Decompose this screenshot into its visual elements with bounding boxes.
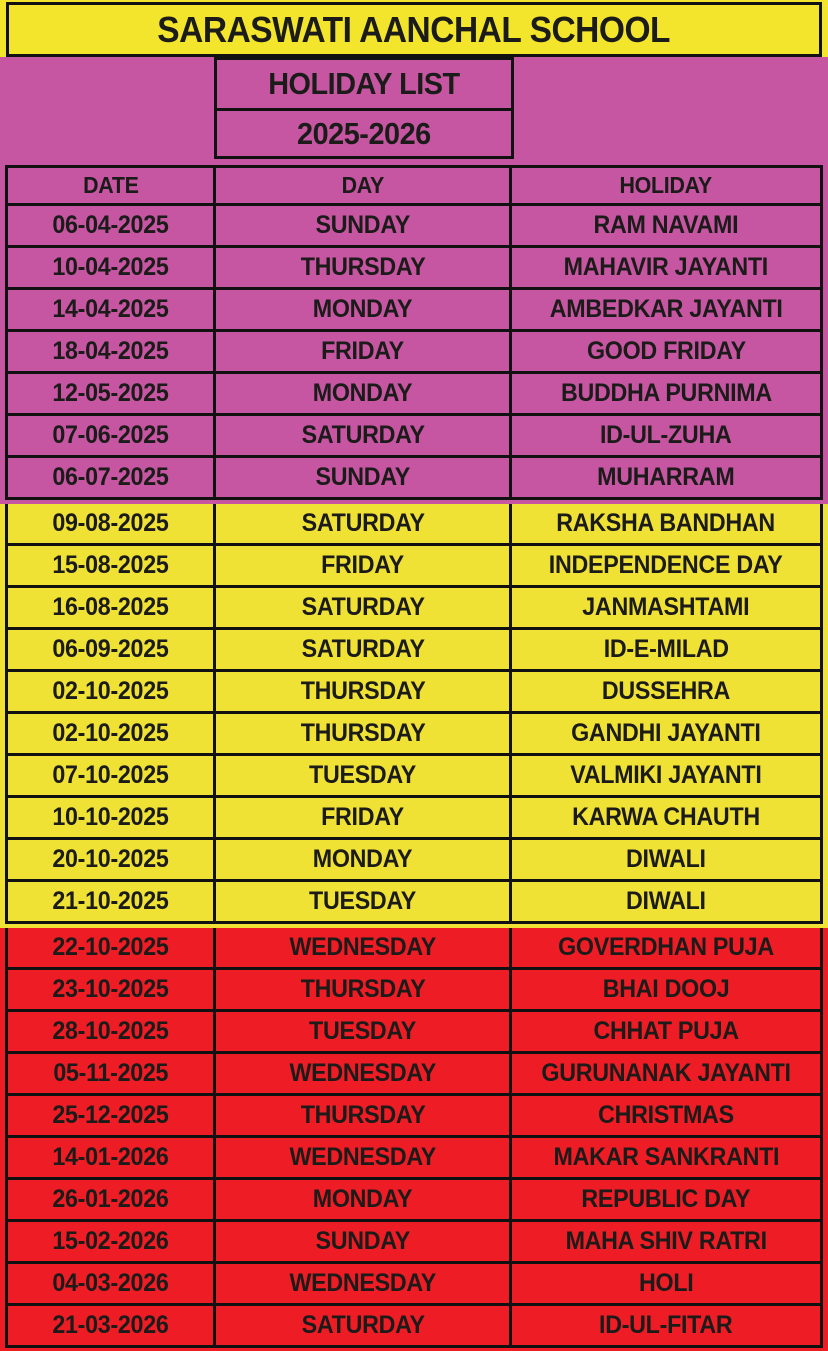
school-banner	[0, 0, 828, 57]
day-cell-text: SATURDAY	[301, 509, 425, 537]
day-cell	[216, 332, 512, 371]
date-cell	[8, 290, 216, 329]
date-cell-text: 15-02-2026	[52, 1227, 169, 1255]
holiday-cell	[512, 374, 823, 413]
date-cell	[8, 928, 216, 967]
date-cell-text: 18-04-2025	[52, 337, 169, 365]
date-cell	[8, 1306, 216, 1345]
holiday-cell	[512, 1138, 823, 1177]
holiday-cell	[512, 1096, 823, 1135]
table-row	[5, 1306, 823, 1348]
day-cell	[216, 928, 512, 967]
holiday-cell	[512, 1012, 823, 1051]
table-row	[5, 840, 823, 882]
day-cell-text: WEDNESDAY	[289, 1059, 436, 1087]
day-cell-text: THURSDAY	[300, 1101, 426, 1129]
date-column-header	[8, 168, 216, 203]
table-row	[5, 1012, 823, 1054]
day-cell	[216, 882, 512, 921]
table-row	[5, 458, 823, 500]
holiday-list-title: HOLIDAY LIST	[268, 66, 460, 101]
table-row	[5, 248, 823, 290]
date-cell-text: 12-05-2025	[52, 379, 169, 407]
holiday-cell-text: GOOD FRIDAY	[586, 337, 746, 365]
day-cell-text: MONDAY	[312, 845, 413, 873]
day-cell	[216, 416, 512, 455]
table-row	[5, 1264, 823, 1306]
holiday-cell-text: DIWALI	[626, 845, 706, 873]
date-cell-text: 06-07-2025	[52, 463, 169, 491]
date-cell-text: 14-04-2025	[52, 295, 169, 323]
day-cell	[216, 546, 512, 585]
rows-yellow	[5, 504, 823, 924]
holiday-cell	[512, 882, 823, 921]
day-header-label: DAY	[341, 172, 384, 198]
holiday-cell	[512, 248, 823, 287]
date-cell	[8, 798, 216, 837]
holiday-cell-text: ID-UL-FITAR	[599, 1311, 733, 1339]
date-cell	[8, 374, 216, 413]
table-row	[5, 546, 823, 588]
day-cell	[216, 1138, 512, 1177]
table-row	[5, 970, 823, 1012]
holiday-cell-text: BHAI DOOJ	[602, 975, 730, 1003]
date-cell-text: 15-08-2025	[52, 551, 169, 579]
school-name: SARASWATI AANCHAL SCHOOL	[157, 8, 671, 50]
day-cell	[216, 714, 512, 753]
date-cell-text: 26-01-2026	[52, 1185, 169, 1213]
day-cell	[216, 756, 512, 795]
day-cell	[216, 1180, 512, 1219]
date-cell-text: 25-12-2025	[52, 1101, 169, 1129]
section-red	[0, 928, 828, 1351]
day-cell	[216, 672, 512, 711]
holiday-cell	[512, 840, 823, 879]
title-area	[5, 57, 823, 165]
holiday-cell-text: ID-UL-ZUHA	[600, 421, 732, 449]
date-cell	[8, 504, 216, 543]
holiday-cell	[512, 588, 823, 627]
holiday-cell	[512, 416, 823, 455]
date-cell-text: 02-10-2025	[52, 677, 169, 705]
day-cell	[216, 1096, 512, 1135]
day-cell	[216, 1264, 512, 1303]
holiday-cell-text: RAKSHA BANDHAN	[556, 509, 776, 537]
holiday-cell-text: GOVERDHAN PUJA	[558, 933, 774, 961]
day-cell	[216, 458, 512, 497]
day-cell-text: SUNDAY	[315, 463, 410, 491]
holiday-cell	[512, 714, 823, 753]
day-cell-text: SATURDAY	[301, 1311, 425, 1339]
day-cell-text: FRIDAY	[321, 551, 405, 579]
day-cell	[216, 1012, 512, 1051]
title-stack	[214, 57, 514, 159]
day-cell-text: THURSDAY	[300, 253, 426, 281]
rows-red	[5, 928, 823, 1348]
date-cell-text: 28-10-2025	[52, 1017, 169, 1045]
day-cell-text: WEDNESDAY	[289, 1143, 436, 1171]
date-cell-text: 04-03-2026	[52, 1269, 169, 1297]
day-cell-text: SATURDAY	[301, 421, 425, 449]
date-cell-text: 10-10-2025	[52, 803, 169, 831]
date-cell-text: 20-10-2025	[52, 845, 169, 873]
date-cell	[8, 206, 216, 245]
day-cell-text: TUESDAY	[309, 761, 417, 789]
holiday-cell-text: GURUNANAK JAYANTI	[541, 1059, 791, 1087]
day-cell-text: TUESDAY	[309, 1017, 417, 1045]
table-row	[5, 374, 823, 416]
school-name-box	[6, 2, 822, 57]
day-cell	[216, 290, 512, 329]
table-row	[5, 714, 823, 756]
day-cell	[216, 630, 512, 669]
date-cell-text: 22-10-2025	[52, 933, 169, 961]
date-cell-text: 07-10-2025	[52, 761, 169, 789]
holiday-cell	[512, 630, 823, 669]
holiday-cell-text: RAM NAVAMI	[593, 211, 739, 239]
day-column-header	[216, 168, 512, 203]
day-cell-text: FRIDAY	[321, 803, 405, 831]
day-cell-text: MONDAY	[312, 1185, 413, 1213]
date-cell	[8, 546, 216, 585]
date-cell	[8, 672, 216, 711]
holiday-cell-text: MUHARRAM	[597, 463, 735, 491]
table-row	[5, 1180, 823, 1222]
date-cell-text: 05-11-2025	[53, 1059, 169, 1087]
holiday-cell	[512, 798, 823, 837]
date-cell-text: 14-01-2026	[52, 1143, 169, 1171]
date-cell	[8, 416, 216, 455]
holiday-header-label: HOLIDAY	[619, 172, 713, 198]
table-row	[5, 504, 823, 546]
holiday-cell	[512, 458, 823, 497]
holiday-cell-text: DIWALI	[626, 887, 706, 915]
table-row	[5, 1054, 823, 1096]
day-cell	[216, 588, 512, 627]
table-row	[5, 672, 823, 714]
holiday-cell-text: CHHAT PUJA	[593, 1017, 739, 1045]
date-cell-text: 09-08-2025	[52, 509, 169, 537]
date-cell-text: 21-03-2026	[52, 1311, 169, 1339]
holiday-cell-text: VALMIKI JAYANTI	[570, 761, 762, 789]
day-cell-text: SATURDAY	[301, 635, 425, 663]
date-cell-text: 21-10-2025	[52, 887, 169, 915]
holiday-column-header	[512, 168, 823, 203]
day-cell-text: THURSDAY	[300, 975, 426, 1003]
rows-purple	[5, 206, 823, 500]
day-cell	[216, 1054, 512, 1093]
holiday-cell-text: INDEPENDENCE DAY	[549, 551, 783, 579]
holiday-cell-text: ID-E-MILAD	[603, 635, 729, 663]
day-cell	[216, 970, 512, 1009]
holiday-cell-text: MAHA SHIV RATRI	[565, 1227, 767, 1255]
day-cell-text: MONDAY	[312, 295, 413, 323]
holiday-cell	[512, 290, 823, 329]
holiday-cell-text: DUSSEHRA	[601, 677, 731, 705]
holiday-cell	[512, 332, 823, 371]
date-cell-text: 02-10-2025	[52, 719, 169, 747]
holiday-cell-text: MAHAVIR JAYANTI	[563, 253, 769, 281]
section-purple	[0, 57, 828, 504]
holiday-cell-text: AMBEDKAR JAYANTI	[549, 295, 783, 323]
table-row	[5, 332, 823, 374]
holiday-cell	[512, 928, 823, 967]
date-cell-text: 16-08-2025	[52, 593, 169, 621]
date-cell-text: 07-06-2025	[52, 421, 169, 449]
table-header-row	[5, 165, 823, 206]
holiday-cell	[512, 504, 823, 543]
date-cell	[8, 630, 216, 669]
holiday-cell	[512, 1180, 823, 1219]
day-cell-text: SUNDAY	[315, 1227, 410, 1255]
date-cell	[8, 1138, 216, 1177]
table-row	[5, 798, 823, 840]
table-row	[5, 1138, 823, 1180]
day-cell-text: THURSDAY	[300, 719, 426, 747]
date-cell	[8, 248, 216, 287]
table-row	[5, 1096, 823, 1138]
day-cell	[216, 1306, 512, 1345]
table-row	[5, 588, 823, 630]
day-cell-text: WEDNESDAY	[289, 933, 436, 961]
holiday-cell	[512, 546, 823, 585]
date-cell	[8, 1096, 216, 1135]
table-row	[5, 290, 823, 332]
day-cell-text: MONDAY	[312, 379, 413, 407]
day-cell	[216, 798, 512, 837]
day-cell	[216, 374, 512, 413]
holiday-cell	[512, 1054, 823, 1093]
day-cell-text: THURSDAY	[300, 677, 426, 705]
day-cell-text: FRIDAY	[321, 337, 405, 365]
holiday-cell	[512, 1306, 823, 1345]
date-cell	[8, 840, 216, 879]
date-cell	[8, 1264, 216, 1303]
date-cell	[8, 756, 216, 795]
holiday-cell-text: KARWA CHAUTH	[572, 803, 760, 831]
table-row	[5, 1222, 823, 1264]
holiday-cell-text: GANDHI JAYANTI	[571, 719, 761, 747]
table-row	[5, 630, 823, 672]
table-row	[5, 756, 823, 798]
holiday-cell	[512, 206, 823, 245]
day-cell	[216, 504, 512, 543]
day-cell	[216, 1222, 512, 1261]
day-cell-text: WEDNESDAY	[289, 1269, 436, 1297]
holiday-cell-text: CHRISTMAS	[598, 1101, 734, 1129]
table-row	[5, 928, 823, 970]
holiday-cell-text: BUDDHA PURNIMA	[560, 379, 772, 407]
date-cell-text: 06-09-2025	[52, 635, 169, 663]
holiday-cell-text: HOLI	[638, 1269, 694, 1297]
table-row	[5, 882, 823, 924]
date-cell	[8, 970, 216, 1009]
day-cell-text: SATURDAY	[301, 593, 425, 621]
date-cell	[8, 714, 216, 753]
date-cell	[8, 1012, 216, 1051]
day-cell	[216, 840, 512, 879]
date-cell	[8, 588, 216, 627]
holiday-cell-text: MAKAR SANKRANTI	[553, 1143, 779, 1171]
day-cell	[216, 206, 512, 245]
day-cell	[216, 248, 512, 287]
holiday-cell	[512, 1264, 823, 1303]
holiday-cell-text: REPUBLIC DAY	[581, 1185, 751, 1213]
date-cell-text: 10-04-2025	[52, 253, 169, 281]
date-cell	[8, 882, 216, 921]
holiday-list-title-box	[214, 57, 514, 111]
table-row	[5, 416, 823, 458]
date-cell	[8, 1222, 216, 1261]
date-cell-text: 23-10-2025	[52, 975, 169, 1003]
holiday-cell	[512, 1222, 823, 1261]
table-row	[5, 206, 823, 248]
date-cell-text: 06-04-2025	[52, 211, 169, 239]
section-yellow	[0, 504, 828, 928]
date-cell	[8, 1054, 216, 1093]
date-cell	[8, 458, 216, 497]
session-years: 2025-2026	[297, 115, 431, 151]
day-cell-text: TUESDAY	[309, 887, 417, 915]
date-header-label: DATE	[82, 172, 139, 198]
session-years-box	[214, 108, 514, 159]
holiday-cell	[512, 672, 823, 711]
date-cell	[8, 332, 216, 371]
date-cell	[8, 1180, 216, 1219]
day-cell-text: SUNDAY	[315, 211, 410, 239]
holiday-cell-text: JANMASHTAMI	[582, 593, 750, 621]
holiday-cell	[512, 756, 823, 795]
holiday-cell	[512, 970, 823, 1009]
